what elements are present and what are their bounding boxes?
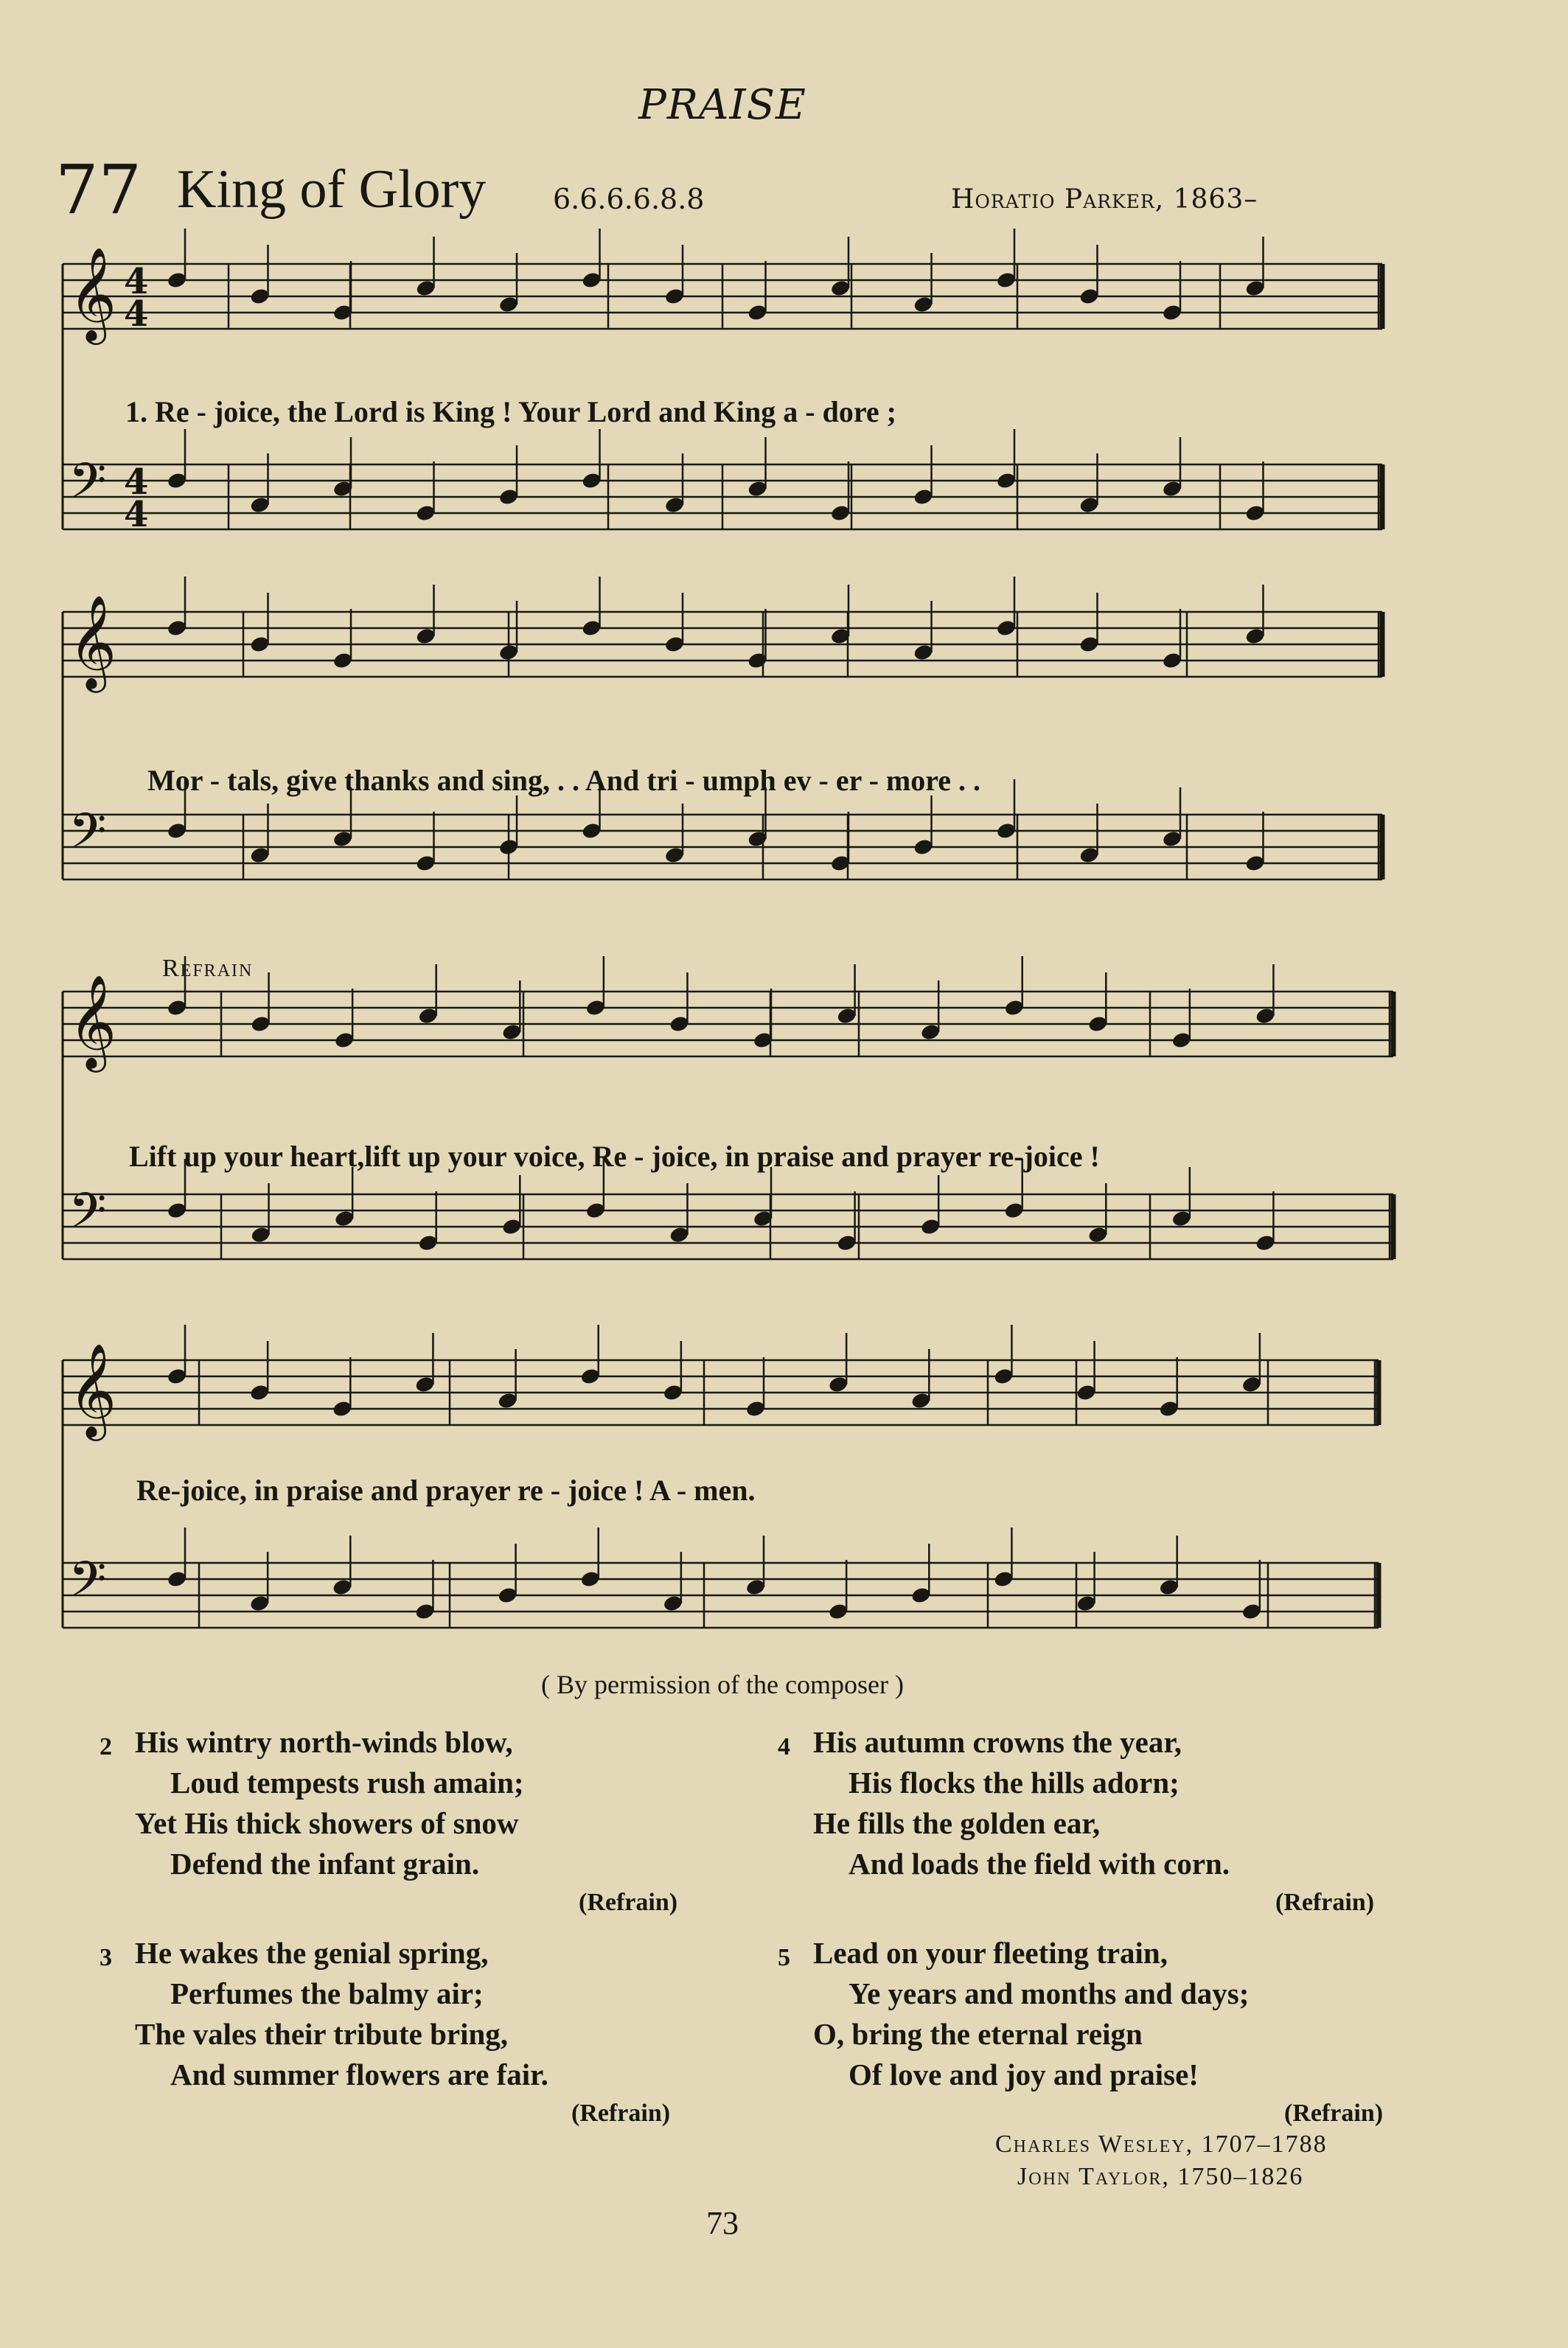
verse-number: 3 xyxy=(100,1944,112,1971)
verse-number: 5 xyxy=(778,1944,790,1971)
verse-line: He wakes the genial spring, xyxy=(135,1936,489,1970)
time-signature: 4 xyxy=(124,261,149,302)
bass-clef-icon: 𝄢 xyxy=(69,1551,107,1620)
refrain-tag: (Refrain) xyxy=(1275,1889,1375,1916)
refrain-tag: (Refrain) xyxy=(579,1889,678,1916)
verse-line: And summer flowers are fair. xyxy=(170,2058,548,2091)
verse-line: Lead on your fleeting train, xyxy=(813,1936,1168,1970)
permission-note: ( By permission of the composer ) xyxy=(541,1670,904,1699)
time-signature: 4 xyxy=(124,461,149,503)
hymn-meter: 6.6.6.6.8.8 xyxy=(553,183,705,215)
bass-clef-icon: 𝄢 xyxy=(69,803,107,871)
author-credit: John Taylor, 1750–1826 xyxy=(1017,2163,1304,2190)
verse-line: Loud tempests rush amain; xyxy=(170,1766,524,1800)
verse-line: O, bring the eternal reign xyxy=(813,2017,1143,2051)
verse-line: And loads the field with corn. xyxy=(849,1847,1230,1881)
hymn-composer: Horatio Parker, 1863– xyxy=(951,184,1258,215)
time-signature: 4 xyxy=(124,494,149,535)
bass-clef-icon: 𝄢 xyxy=(69,453,107,521)
verse-line: Of love and joy and praise! xyxy=(849,2058,1199,2091)
verse-line: His wintry north-winds blow, xyxy=(135,1725,513,1759)
verse-3 xyxy=(100,1933,734,2095)
treble-clef-icon: 𝄞 xyxy=(69,974,117,1068)
lyric-line-3: Lift up your heart,lift up your voice, Re - joice, in praise and prayer re-joice ! xyxy=(129,1140,1100,1173)
verse-line: Perfumes the balmy air; xyxy=(170,1976,484,2010)
lyric-line-1: 1. Re - joice, the Lord is King ! Your Lord and King a - dore ; xyxy=(125,395,896,428)
lyric-line-4: Re-joice, in praise and prayer re - joice ! A - men. xyxy=(136,1474,756,1507)
treble-clef-icon: 𝄞 xyxy=(69,246,117,341)
treble-clef-icon: 𝄞 xyxy=(69,594,117,689)
verse-number: 4 xyxy=(778,1733,790,1760)
verse-line: Defend the infant grain. xyxy=(170,1847,480,1881)
refrain-label: Refrain xyxy=(162,955,254,982)
treble-clef-icon: 𝄞 xyxy=(69,1342,117,1437)
verse-line: The vales their tribute bring, xyxy=(135,2017,509,2051)
verse-5 xyxy=(778,1933,1412,2095)
verse-number: 2 xyxy=(100,1733,112,1760)
hymn-number: 77 xyxy=(55,150,142,229)
verse-4 xyxy=(778,1722,1412,1884)
verse-line: Ye years and months and days; xyxy=(849,1976,1250,2010)
section-heading: PRAISE xyxy=(638,81,806,129)
page-number: 73 xyxy=(706,2205,739,2241)
hymn-title: King of Glory xyxy=(177,159,487,220)
verse-line: He fills the golden ear, xyxy=(813,1806,1101,1840)
refrain-tag: (Refrain) xyxy=(1284,2100,1384,2127)
time-signature: 4 xyxy=(124,293,149,335)
lyric-line-2: Mor - tals, give thanks and sing, . . And tri - umph ev - er - more . . xyxy=(147,764,981,797)
verse-line: His autumn crowns the year, xyxy=(813,1725,1182,1759)
bass-clef-icon: 𝄢 xyxy=(69,1182,107,1251)
refrain-tag: (Refrain) xyxy=(571,2100,671,2127)
verse-line: Yet His thick showers of snow xyxy=(135,1806,519,1840)
verse-2 xyxy=(100,1722,734,1884)
verse-line: His flocks the hills adorn; xyxy=(849,1766,1180,1800)
author-credit: Charles Wesley, 1707–1788 xyxy=(995,2131,1328,2158)
